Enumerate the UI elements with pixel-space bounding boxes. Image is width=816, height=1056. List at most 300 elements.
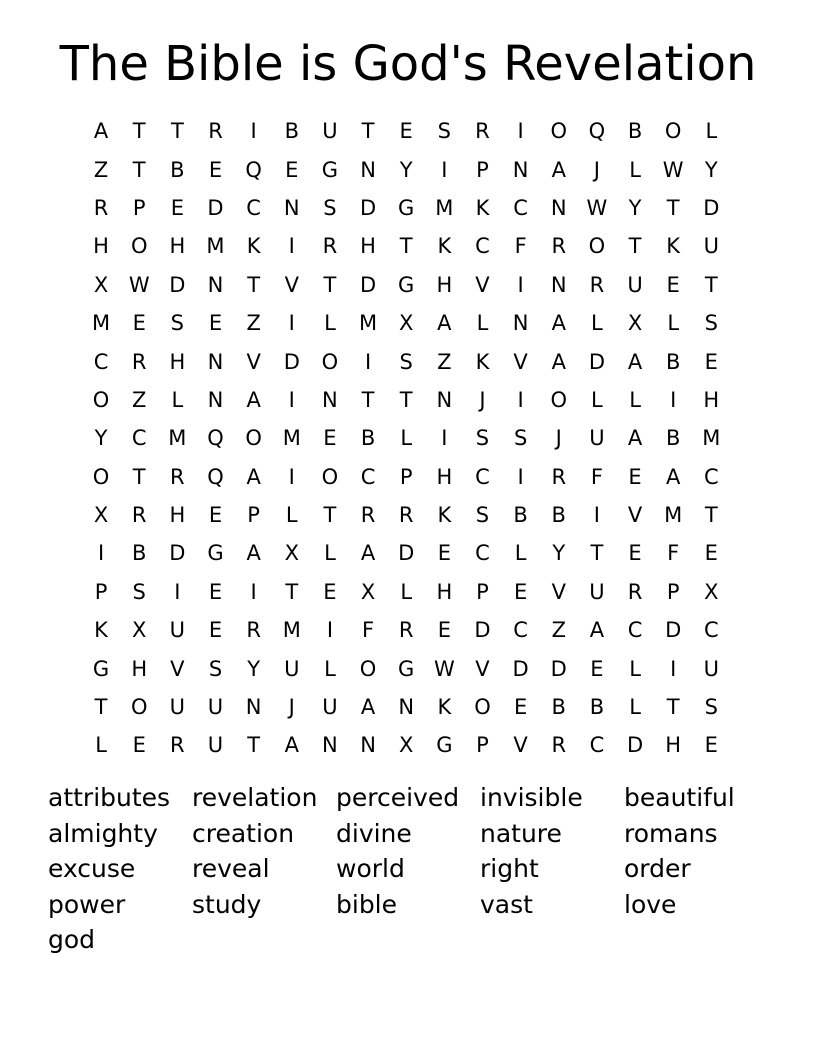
grid-letter: G xyxy=(398,656,415,681)
grid-letter: T xyxy=(247,733,261,758)
grid-letter: E xyxy=(628,541,642,566)
grid-letter: Y xyxy=(552,541,566,566)
grid-letter: G xyxy=(436,733,453,758)
grid-letter: Y xyxy=(704,157,718,182)
grid-letter: R xyxy=(246,618,261,643)
grid-letter: L xyxy=(324,311,336,336)
grid-letter: S xyxy=(475,503,490,528)
word-list-item: right xyxy=(480,854,539,883)
grid-letter: M xyxy=(664,503,683,528)
letter-grid xyxy=(82,112,732,765)
grid-letter: O xyxy=(321,349,339,374)
grid-letter: E xyxy=(208,503,223,528)
grid-letter: S xyxy=(132,579,146,604)
grid-letter: S xyxy=(399,349,413,374)
grid-letter: L xyxy=(705,119,718,144)
grid-letter: D xyxy=(207,195,224,220)
grid-letter: U xyxy=(322,695,338,720)
grid-row xyxy=(82,266,732,304)
grid-letter: X xyxy=(132,618,147,643)
grid-letter: R xyxy=(589,272,605,297)
word-list-item: attributes xyxy=(48,783,171,812)
grid-letter: B xyxy=(513,503,528,528)
grid-letter: D xyxy=(474,618,491,643)
grid-letter: O xyxy=(245,426,262,451)
grid-letter: I xyxy=(326,618,334,643)
grid-letter: O xyxy=(321,464,339,489)
grid-letter: T xyxy=(323,503,337,528)
grid-row xyxy=(82,534,732,572)
grid-letter: R xyxy=(170,733,185,758)
grid-letter: E xyxy=(437,541,451,566)
grid-letter: J xyxy=(479,387,486,412)
grid-letter: B xyxy=(360,426,376,451)
grid-letter: I xyxy=(593,503,600,528)
grid-letter: G xyxy=(92,656,110,681)
grid-letter: I xyxy=(441,157,448,182)
grid-letter: A xyxy=(437,311,452,336)
grid-letter: K xyxy=(94,618,108,643)
grid-letter: N xyxy=(207,387,224,412)
grid-letter: H xyxy=(360,234,376,259)
grid-letter: T xyxy=(132,464,146,489)
grid-letter: B xyxy=(551,503,566,528)
grid-letter: J xyxy=(288,695,295,720)
grid-letter: N xyxy=(512,311,529,336)
grid-letter: N xyxy=(360,733,376,758)
grid-letter: U xyxy=(322,119,338,144)
grid-letter: G xyxy=(398,195,415,220)
grid-row xyxy=(82,150,732,188)
grid-letter: T xyxy=(361,119,375,144)
grid-letter: V xyxy=(513,349,528,374)
grid-letter: I xyxy=(174,579,181,604)
grid-letter: E xyxy=(208,157,223,182)
grid-letter: S xyxy=(323,195,337,220)
grid-letter: M xyxy=(92,311,111,336)
grid-letter: R xyxy=(551,733,567,758)
grid-letter: A xyxy=(627,426,643,451)
grid-letter: A xyxy=(360,695,376,720)
grid-letter: E xyxy=(628,464,642,489)
grid-row xyxy=(82,112,732,150)
grid-letter: A xyxy=(246,541,261,566)
grid-letter: V xyxy=(284,272,299,297)
grid-letter: D xyxy=(550,656,567,681)
grid-letter: W xyxy=(586,195,608,220)
grid-letter: A xyxy=(665,464,681,489)
grid-letter: N xyxy=(207,349,224,374)
grid-letter: B xyxy=(589,695,605,720)
grid-letter: X xyxy=(284,541,299,566)
grid-letter: L xyxy=(629,157,641,182)
word-list-item: invisible xyxy=(480,783,583,812)
word-list-item: almighty xyxy=(48,818,158,848)
grid-letter: N xyxy=(512,157,529,182)
grid-letter: S xyxy=(437,119,451,144)
grid-letter: K xyxy=(437,234,452,259)
grid-letter: E xyxy=(437,618,451,643)
grid-letter: T xyxy=(704,503,718,528)
grid-letter: G xyxy=(398,272,415,297)
grid-letter: C xyxy=(246,195,261,220)
grid-letter: O xyxy=(130,695,148,720)
grid-letter: O xyxy=(359,656,377,681)
grid-letter: P xyxy=(94,579,108,604)
grid-letter: I xyxy=(517,272,524,297)
word-list-item: revelation xyxy=(192,783,318,812)
grid-letter: O xyxy=(92,387,110,412)
grid-letter: C xyxy=(475,464,490,489)
grid-letter: T xyxy=(399,234,413,259)
grid-letter: C xyxy=(589,733,605,758)
grid-letter: R xyxy=(551,234,567,259)
grid-letter: Z xyxy=(93,157,109,182)
grid-letter: I xyxy=(517,119,524,144)
grid-letter: N xyxy=(436,387,453,412)
grid-letter: U xyxy=(589,426,605,451)
grid-row xyxy=(82,496,732,534)
grid-letter: T xyxy=(704,272,718,297)
grid-letter: N xyxy=(360,157,376,182)
grid-letter: R xyxy=(398,503,414,528)
grid-letter: O xyxy=(550,119,568,144)
grid-letter: L xyxy=(591,387,603,412)
grid-letter: D xyxy=(359,272,377,297)
grid-letter: O xyxy=(130,234,148,259)
grid-letter: A xyxy=(284,733,299,758)
grid-letter: F xyxy=(590,464,603,489)
grid-letter: K xyxy=(475,349,490,374)
grid-letter: C xyxy=(131,426,147,451)
grid-letter: B xyxy=(665,349,681,374)
word-list-item: perceived xyxy=(336,783,460,812)
grid-letter: A xyxy=(589,618,605,643)
grid-letter: T xyxy=(323,272,337,297)
grid-letter: R xyxy=(551,464,567,489)
grid-letter: U xyxy=(169,695,186,720)
grid-letter: U xyxy=(207,733,224,758)
grid-letter: L xyxy=(629,656,641,681)
grid-letter: V xyxy=(551,579,566,604)
grid-letter: V xyxy=(513,733,528,758)
grid-letter: B xyxy=(170,157,185,182)
grid-letter: Z xyxy=(551,618,566,643)
grid-letter: C xyxy=(475,234,490,259)
word-list-item: beautiful xyxy=(624,783,735,812)
word-list xyxy=(48,780,778,958)
grid-letter: T xyxy=(590,541,604,566)
grid-letter: E xyxy=(208,311,223,336)
grid-letter: T xyxy=(628,234,642,259)
grid-letter: E xyxy=(704,733,718,758)
grid-letter: A xyxy=(246,464,261,489)
grid-letter: X xyxy=(399,733,414,758)
grid-letter: I xyxy=(288,387,295,412)
grid-letter: D xyxy=(398,541,415,566)
word-list-item: reveal xyxy=(192,854,270,883)
grid-row xyxy=(82,419,732,457)
grid-letter: R xyxy=(475,119,490,144)
grid-letter: L xyxy=(171,387,184,412)
grid-letter: V xyxy=(170,656,185,681)
grid-letter: E xyxy=(208,579,223,604)
grid-letter: I xyxy=(250,119,257,144)
grid-letter: M xyxy=(206,234,225,259)
grid-letter: P xyxy=(132,195,146,220)
grid-letter: Q xyxy=(207,464,224,489)
grid-letter: Q xyxy=(588,119,606,144)
grid-letter: I xyxy=(670,387,677,412)
grid-letter: B xyxy=(132,541,147,566)
word-list-item: study xyxy=(192,889,262,919)
grid-letter: O xyxy=(474,695,491,720)
grid-letter: H xyxy=(665,733,682,758)
grid-letter: V xyxy=(627,503,643,528)
grid-letter: G xyxy=(207,541,224,566)
grid-letter: N xyxy=(322,733,338,758)
grid-letter: P xyxy=(399,464,413,489)
page-title: The Bible is God's Revelation xyxy=(59,36,757,92)
grid-letter: T xyxy=(94,695,108,720)
grid-letter: D xyxy=(626,733,644,758)
grid-letter: N xyxy=(245,695,262,720)
word-list-item: nature xyxy=(480,818,562,848)
grid-letter: B xyxy=(551,695,566,720)
word-list-item: love xyxy=(624,889,677,919)
grid-letter: M xyxy=(358,311,378,336)
grid-letter: H xyxy=(169,349,186,374)
grid-letter: O xyxy=(664,119,682,144)
grid-letter: K xyxy=(437,503,452,528)
grid-letter: C xyxy=(703,618,719,643)
grid-letter: E xyxy=(323,426,337,451)
grid-letter: D xyxy=(169,272,186,297)
grid-letter: I xyxy=(441,426,448,451)
grid-letter: J xyxy=(593,157,600,182)
grid-letter: E xyxy=(513,579,528,604)
grid-letter: W xyxy=(662,157,684,182)
grid-letter: O xyxy=(550,387,568,412)
grid-letter: H xyxy=(169,503,186,528)
grid-letter: P xyxy=(666,579,680,604)
grid-letter: Y xyxy=(399,157,413,182)
grid-letter: D xyxy=(512,656,529,681)
grid-letter: M xyxy=(702,426,721,451)
grid-letter: X xyxy=(627,311,643,336)
grid-letter: T xyxy=(285,579,299,604)
grid-letter: P xyxy=(247,503,260,528)
grid-letter: D xyxy=(169,541,186,566)
grid-letter: M xyxy=(435,195,454,220)
word-list-item: vast xyxy=(480,889,533,919)
grid-letter: T xyxy=(361,387,375,412)
word-list-item: world xyxy=(336,854,405,883)
grid-letter: N xyxy=(283,195,300,220)
grid-letter: U xyxy=(627,272,643,297)
grid-letter: O xyxy=(92,464,110,489)
grid-letter: R xyxy=(131,349,147,374)
grid-letter: I xyxy=(250,579,257,604)
grid-letter: E xyxy=(704,349,718,374)
grid-letter: I xyxy=(288,311,295,336)
grid-letter: C xyxy=(513,195,528,220)
grid-row xyxy=(82,726,732,764)
grid-letter: T xyxy=(170,119,184,144)
grid-letter: N xyxy=(207,272,224,297)
grid-letter: I xyxy=(288,234,295,259)
grid-letter: S xyxy=(475,426,490,451)
grid-letter: L xyxy=(400,426,413,451)
grid-letter: T xyxy=(132,119,146,144)
grid-letter: U xyxy=(703,656,719,681)
grid-letter: R xyxy=(360,503,376,528)
grid-letter: B xyxy=(665,426,681,451)
grid-letter: D xyxy=(359,195,377,220)
grid-letter: L xyxy=(591,311,603,336)
grid-letter: C xyxy=(627,618,643,643)
grid-letter: C xyxy=(475,541,490,566)
grid-letter: C xyxy=(513,618,528,643)
grid-letter: L xyxy=(629,695,641,720)
grid-letter: B xyxy=(284,119,299,144)
grid-letter: F xyxy=(362,618,375,643)
grid-letter: S xyxy=(208,656,223,681)
grid-letter: P xyxy=(476,733,489,758)
grid-letter: H xyxy=(703,387,720,412)
grid-letter: X xyxy=(93,272,109,297)
grid-letter: H xyxy=(93,234,109,259)
grid-letter: Y xyxy=(247,656,261,681)
grid-letter: N xyxy=(550,195,567,220)
grid-letter: E xyxy=(323,579,337,604)
grid-letter: Q xyxy=(207,426,224,451)
grid-letter: S xyxy=(704,695,718,720)
grid-letter: R xyxy=(208,119,223,144)
grid-letter: A xyxy=(551,157,566,182)
grid-letter: S xyxy=(170,311,185,336)
grid-letter: F xyxy=(514,234,527,259)
grid-letter: L xyxy=(324,656,336,681)
grid-letter: E xyxy=(285,157,299,182)
grid-letter: H xyxy=(436,464,453,489)
grid-letter: V xyxy=(475,272,490,297)
grid-letter: M xyxy=(282,618,301,643)
grid-letter: I xyxy=(517,387,524,412)
word-list-item: order xyxy=(624,854,691,883)
grid-letter: R xyxy=(93,195,109,220)
grid-letter: Z xyxy=(246,311,261,336)
grid-letter: X xyxy=(704,579,719,604)
grid-letter: I xyxy=(517,464,524,489)
grid-letter: L xyxy=(476,311,489,336)
grid-letter: L xyxy=(629,387,641,412)
grid-letter: K xyxy=(437,695,452,720)
grid-letter: A xyxy=(551,349,566,374)
grid-letter: Z xyxy=(132,387,147,412)
grid-letter: F xyxy=(667,541,680,566)
grid-letter: T xyxy=(666,195,680,220)
grid-letter: W xyxy=(128,272,150,297)
grid-letter: H xyxy=(131,656,148,681)
word-list-item: romans xyxy=(624,818,718,848)
grid-letter: L xyxy=(324,541,336,566)
grid-letter: K xyxy=(666,234,681,259)
grid-letter: K xyxy=(246,234,261,259)
grid-letter: U xyxy=(169,618,186,643)
grid-letter: Y xyxy=(628,195,642,220)
grid-letter: L xyxy=(667,311,680,336)
grid-row xyxy=(82,342,732,380)
grid-letter: E xyxy=(170,195,184,220)
grid-letter: D xyxy=(703,195,720,220)
grid-row xyxy=(82,227,732,265)
grid-letter: P xyxy=(476,579,489,604)
grid-row xyxy=(82,381,732,419)
grid-letter: T xyxy=(132,157,146,182)
grid-letter: E xyxy=(704,541,718,566)
grid-letter: Y xyxy=(94,426,108,451)
grid-letter: E xyxy=(208,618,223,643)
grid-letter: R xyxy=(627,579,643,604)
grid-letter: T xyxy=(666,695,680,720)
word-list-item: power xyxy=(48,889,126,919)
grid-row xyxy=(82,649,732,687)
grid-letter: E xyxy=(590,656,604,681)
grid-letter: T xyxy=(247,272,261,297)
grid-letter: S xyxy=(513,426,528,451)
grid-row xyxy=(82,189,732,227)
grid-letter: L xyxy=(95,733,107,758)
grid-letter: L xyxy=(285,503,298,528)
grid-letter: K xyxy=(475,195,490,220)
word-list-item: creation xyxy=(192,818,295,848)
grid-letter: N xyxy=(550,272,567,297)
grid-letter: U xyxy=(207,695,224,720)
grid-letter: X xyxy=(399,311,414,336)
grid-letter: M xyxy=(168,426,187,451)
grid-letter: X xyxy=(93,503,109,528)
grid-letter: C xyxy=(703,464,719,489)
grid-letter: D xyxy=(588,349,605,374)
grid-letter: Z xyxy=(437,349,452,374)
grid-letter: O xyxy=(588,234,606,259)
grid-letter: W xyxy=(433,656,455,681)
grid-letter: B xyxy=(627,119,643,144)
grid-letter: E xyxy=(399,119,413,144)
grid-letter: R xyxy=(398,618,414,643)
word-list-item: divine xyxy=(336,818,412,848)
grid-letter: I xyxy=(97,541,105,566)
grid-letter: U xyxy=(703,234,719,259)
grid-letter: A xyxy=(246,387,261,412)
grid-letter: D xyxy=(665,618,682,643)
grid-row xyxy=(82,611,732,649)
grid-letter: I xyxy=(288,464,295,489)
grid-row xyxy=(82,304,732,342)
word-list-item: god xyxy=(48,925,96,954)
grid-letter: E xyxy=(132,311,146,336)
grid-letter: I xyxy=(364,349,372,374)
grid-letter: H xyxy=(436,579,453,604)
grid-letter: S xyxy=(704,311,718,336)
grid-letter: J xyxy=(555,426,562,451)
grid-row xyxy=(82,688,732,726)
grid-letter: T xyxy=(399,387,413,412)
grid-letter: A xyxy=(93,119,109,144)
grid-letter: H xyxy=(436,272,453,297)
grid-letter: A xyxy=(627,349,643,374)
